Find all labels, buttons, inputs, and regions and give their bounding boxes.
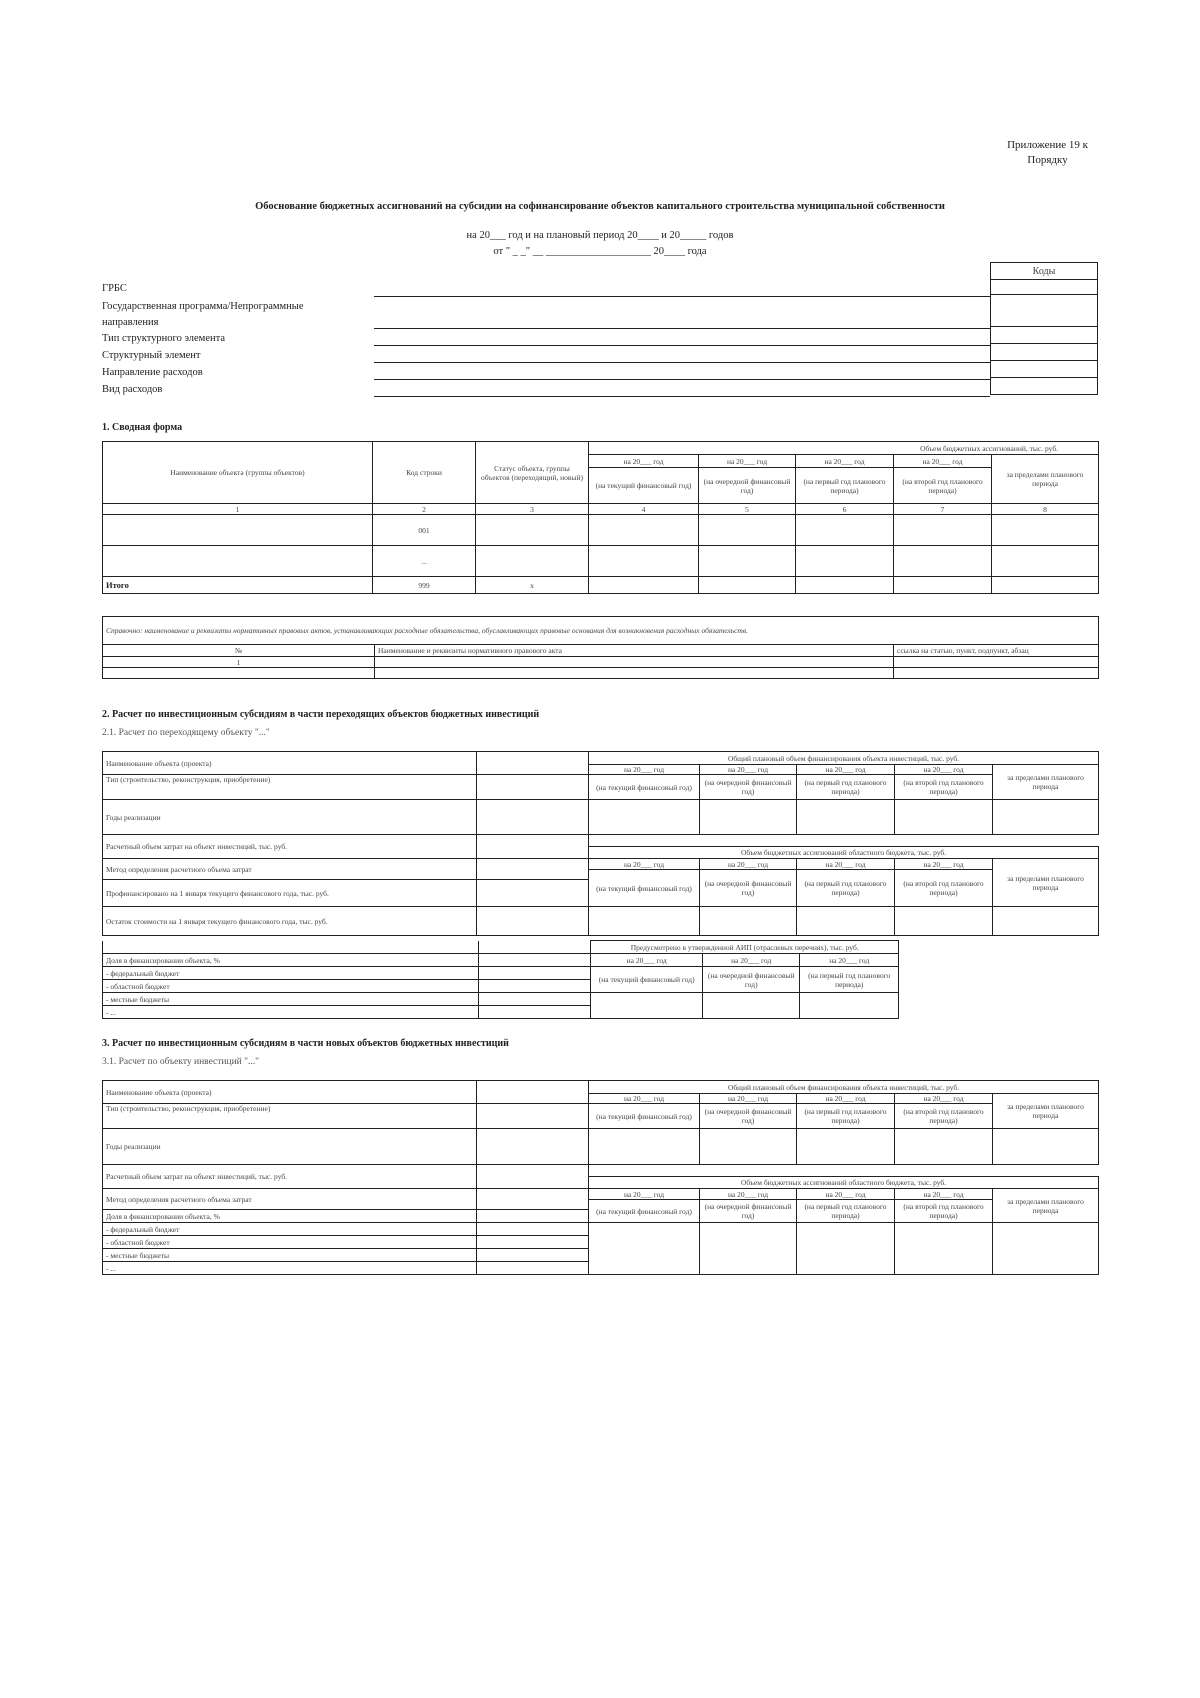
col-period-2: (на очередной финансовый год) xyxy=(699,468,796,504)
row-label: Годы реализации xyxy=(103,800,477,835)
col-year: на 20___ год xyxy=(589,765,700,775)
row-label: Расчетный объем затрат на объект инвестиций, тыс. руб. xyxy=(103,1165,477,1189)
cell[interactable] xyxy=(797,907,895,936)
cell[interactable] xyxy=(993,1129,1099,1165)
head-total-volume: Общий плановый объем финансирования объекта инвестиций, тыс. руб. xyxy=(589,752,1099,765)
row-label: Метод определения расчетного объема затрат xyxy=(103,859,477,880)
header-label-grbs: ГРБС xyxy=(102,283,127,294)
cell[interactable] xyxy=(993,1223,1099,1275)
reference-table xyxy=(102,616,1099,679)
row-label: - ... xyxy=(103,1262,477,1275)
row-value[interactable] xyxy=(478,967,591,980)
col-object-name: Наименование объекта (группы объектов) xyxy=(103,442,373,504)
code-cell[interactable] xyxy=(991,295,1098,327)
cell[interactable] xyxy=(895,1223,993,1275)
row-label: - ... xyxy=(103,1006,479,1019)
cell[interactable] xyxy=(992,577,1099,594)
cell[interactable] xyxy=(797,800,895,835)
row-label: - областной бюджет xyxy=(103,980,479,993)
cell[interactable] xyxy=(699,515,796,546)
cell[interactable] xyxy=(894,657,1099,668)
cell[interactable] xyxy=(895,907,993,936)
cell[interactable] xyxy=(103,515,373,546)
col-year-3: на 20___ год xyxy=(796,455,894,468)
col-year-1: на 20___ год xyxy=(589,455,699,468)
col-num: 7 xyxy=(894,504,992,515)
head-regional-volume: Объем бюджетных ассигнований областного бюджета, тыс. руб. xyxy=(589,847,1099,859)
cell[interactable] xyxy=(476,515,589,546)
cell[interactable] xyxy=(796,546,894,577)
row-value[interactable] xyxy=(477,1262,589,1275)
row-value[interactable] xyxy=(477,1189,589,1210)
row-value[interactable] xyxy=(477,1129,589,1165)
reference-note: Справочно: наименование и реквизиты нормативных правовых актов, устанавливающих расходные обязательства, обуславливающих правовые основания для возникновения расходных обязательств. xyxy=(103,617,1099,645)
row-value[interactable] xyxy=(477,1236,589,1249)
cell[interactable] xyxy=(103,546,373,577)
row-value[interactable] xyxy=(478,993,591,1006)
row-value[interactable] xyxy=(477,800,589,835)
header-label-expense-type: Вид расходов xyxy=(102,384,163,395)
cell[interactable] xyxy=(589,907,700,936)
ref-col-number: № xyxy=(103,645,375,657)
row-label: Наименование объекта (проекта) xyxy=(103,1081,477,1104)
col-num: 4 xyxy=(589,504,699,515)
section-1-title: 1. Сводная форма xyxy=(102,422,183,433)
row-label: Доля в финансировании объекта, % xyxy=(103,954,479,967)
row-value[interactable] xyxy=(478,954,591,967)
row-value[interactable] xyxy=(477,835,589,859)
field-line-program[interactable] xyxy=(374,328,990,329)
col-beyond: за пределами планового периода xyxy=(993,1189,1099,1223)
col-period-1: (на текущий финансовый год) xyxy=(589,468,699,504)
row-label: Расчетный объем затрат на объект инвестиций, тыс. руб. xyxy=(103,835,477,859)
cell[interactable] xyxy=(894,668,1099,679)
row-value[interactable] xyxy=(477,1223,589,1236)
appendix-line-1: Приложение 19 к xyxy=(1007,139,1088,151)
cell[interactable] xyxy=(589,546,699,577)
col-year: на 20___ год xyxy=(797,1189,895,1200)
col-beyond: за пределами планового периода xyxy=(993,859,1099,907)
cell[interactable] xyxy=(894,515,992,546)
row-value[interactable] xyxy=(478,1006,591,1019)
cell[interactable] xyxy=(375,668,894,679)
col-beyond: за пределами планового периода xyxy=(993,765,1099,800)
row-value[interactable] xyxy=(477,907,589,936)
cell[interactable] xyxy=(700,1129,797,1165)
col-year: на 20___ год xyxy=(702,954,799,967)
table-row xyxy=(103,546,1099,577)
cell[interactable] xyxy=(993,800,1099,835)
total-status: x xyxy=(476,577,589,594)
head-regional-volume: Объем бюджетных ассигнований областного бюджета, тыс. руб. xyxy=(589,1177,1099,1189)
appendix-note xyxy=(1007,138,1088,168)
col-num: 3 xyxy=(476,504,589,515)
appendix-line-2: Порядку xyxy=(1027,154,1068,166)
aip-table xyxy=(102,940,899,1019)
col-period: (на второй год планового периода) xyxy=(895,1200,993,1223)
col-period: (на текущий финансовый год) xyxy=(589,870,700,907)
row-value[interactable] xyxy=(477,1104,589,1129)
col-period: (на очередной финансовый год) xyxy=(700,1104,797,1129)
col-year: на 20___ год xyxy=(800,954,899,967)
cell[interactable] xyxy=(591,993,703,1019)
col-year-4: на 20___ год xyxy=(894,455,992,468)
cell[interactable] xyxy=(699,546,796,577)
cell[interactable] xyxy=(797,1129,895,1165)
col-period: (на второй год планового периода) xyxy=(895,1104,993,1129)
cell[interactable] xyxy=(589,577,699,594)
col-year: на 20___ год xyxy=(797,1094,895,1104)
ref-row-number: 1 xyxy=(103,657,375,668)
col-period: (на первый год планового периода) xyxy=(800,967,899,993)
cell[interactable] xyxy=(375,657,894,668)
cell[interactable] xyxy=(796,515,894,546)
code-cell[interactable] xyxy=(991,280,1098,295)
summary-table xyxy=(102,441,1099,594)
field-line-element-type[interactable] xyxy=(374,345,990,346)
col-year: на 20___ год xyxy=(797,765,895,775)
cell[interactable] xyxy=(589,1129,700,1165)
cell[interactable] xyxy=(894,577,992,594)
cell[interactable] xyxy=(894,546,992,577)
cell[interactable] xyxy=(700,907,797,936)
col-beyond: за пределами планового периода xyxy=(993,1094,1099,1129)
row-label: Метод определения расчетного объема затрат xyxy=(103,1189,477,1210)
code-cell[interactable] xyxy=(991,378,1098,395)
header-label-direction: Направление расходов xyxy=(102,367,203,378)
row-value[interactable] xyxy=(478,980,591,993)
col-year: на 20___ год xyxy=(589,1094,700,1104)
cell[interactable] xyxy=(589,515,699,546)
col-year: на 20___ год xyxy=(895,1189,993,1200)
cell[interactable] xyxy=(895,1129,993,1165)
col-period-4: (на второй год планового периода) xyxy=(894,468,992,504)
col-beyond: за пределами планового периода xyxy=(992,455,1099,504)
row-label: Профинансировано на 1 января текущего финансового года, тыс. руб. xyxy=(103,880,477,907)
total-label: Итого xyxy=(103,577,373,594)
cell[interactable] xyxy=(797,1223,895,1275)
cell[interactable] xyxy=(796,577,894,594)
row-label: Остаток стоимости на 1 января текущего финансового года, тыс. руб. xyxy=(103,907,477,936)
col-num: 2 xyxy=(373,504,476,515)
head-total-volume: Общий плановый объем финансирования объекта инвестиций, тыс. руб. xyxy=(589,1081,1099,1094)
header-label-program: Государственная программа/Непрограммные направления xyxy=(102,301,304,328)
col-period: (на очередной финансовый год) xyxy=(702,967,799,993)
row-value[interactable] xyxy=(477,775,589,800)
col-period: (на очередной финансовый год) xyxy=(700,1200,797,1223)
row-value[interactable] xyxy=(477,859,589,880)
codes-label: Коды xyxy=(991,263,1098,280)
row-label: - местные бюджеты xyxy=(103,993,479,1006)
row-value[interactable] xyxy=(477,1210,589,1223)
row-code: 001 xyxy=(373,515,476,546)
section-3-subtitle: 3.1. Расчет по объекту инвестиций "..." xyxy=(102,1057,260,1067)
row-value[interactable] xyxy=(477,880,589,907)
head-aip-volume: Предусмотрено в утвержденной АИП (отраслевых перечнях), тыс. руб. xyxy=(591,941,899,954)
col-volume-head: Объем бюджетных ассигнований, тыс. руб. xyxy=(589,442,1099,455)
col-period: (на текущий финансовый год) xyxy=(589,1104,700,1129)
col-year: на 20___ год xyxy=(895,765,993,775)
col-num: 1 xyxy=(103,504,373,515)
new-object-table xyxy=(102,1080,1099,1275)
header-label-element: Структурный элемент xyxy=(102,350,201,361)
row-code: ... xyxy=(373,546,476,577)
cell[interactable] xyxy=(589,1223,700,1275)
cell[interactable] xyxy=(702,993,799,1019)
cell[interactable] xyxy=(589,800,700,835)
col-period: (на очередной финансовый год) xyxy=(700,775,797,800)
col-year: на 20___ год xyxy=(591,954,703,967)
row-value[interactable] xyxy=(477,1081,589,1104)
col-period: (на первый год планового периода) xyxy=(797,870,895,907)
col-year-2: на 20___ год xyxy=(699,455,796,468)
row-value[interactable] xyxy=(477,752,589,775)
row-value[interactable] xyxy=(477,1249,589,1262)
cell[interactable] xyxy=(992,546,1099,577)
section-2-title: 2. Расчет по инвестиционным субсидиям в части переходящих объектов бюджетных инвестиций xyxy=(102,709,540,720)
col-period: (на очередной финансовый год) xyxy=(700,870,797,907)
field-line-grbs[interactable] xyxy=(374,296,990,297)
col-year: на 20___ год xyxy=(700,1189,797,1200)
col-period-3: (на первый год планового периода) xyxy=(796,468,894,504)
col-year: на 20___ год xyxy=(700,859,797,870)
col-period: (на первый год планового периода) xyxy=(797,1200,895,1223)
col-num: 6 xyxy=(796,504,894,515)
row-label: Тип (строительство, реконструкция, приобретение) xyxy=(103,775,477,800)
col-year: на 20___ год xyxy=(895,859,993,870)
code-cell[interactable] xyxy=(991,327,1098,344)
col-period: (на текущий финансовый год) xyxy=(589,775,700,800)
col-year: на 20___ год xyxy=(797,859,895,870)
transitional-object-table xyxy=(102,751,1099,936)
col-num: 8 xyxy=(992,504,1099,515)
col-period: (на текущий финансовый год) xyxy=(591,967,703,993)
row-label: - местные бюджеты xyxy=(103,1249,477,1262)
section-2-subtitle: 2.1. Расчет по переходящему объекту "..." xyxy=(102,728,270,738)
date-line: от " _ _" __ ____________________ 20____ года xyxy=(493,246,707,257)
section-3-title: 3. Расчет по инвестиционным субсидиям в части новых объектов бюджетных инвестиций xyxy=(102,1038,509,1049)
table-row xyxy=(103,515,1099,546)
cell[interactable] xyxy=(992,515,1099,546)
col-status: Статус объекта, группы объектов (переходящий, новый) xyxy=(476,442,589,504)
code-cell[interactable] xyxy=(991,361,1098,378)
col-year: на 20___ год xyxy=(589,859,700,870)
col-year: на 20___ год xyxy=(700,1094,797,1104)
total-code: 999 xyxy=(373,577,476,594)
col-year: на 20___ год xyxy=(895,1094,993,1104)
row-label: - федеральный бюджет xyxy=(103,1223,477,1236)
total-row xyxy=(103,577,1099,594)
row-label: - областной бюджет xyxy=(103,1236,477,1249)
row-label: Наименование объекта (проекта) xyxy=(103,752,477,775)
cell[interactable] xyxy=(699,577,796,594)
col-year: на 20___ год xyxy=(589,1189,700,1200)
col-period: (на первый год планового периода) xyxy=(797,1104,895,1129)
row-label: Тип (строительство, реконструкция, приобретение) xyxy=(103,1104,477,1129)
col-period: (на второй год планового периода) xyxy=(895,870,993,907)
cell[interactable] xyxy=(700,800,797,835)
field-line-expense-type[interactable] xyxy=(374,396,990,397)
col-period: (на текущий финансовый год) xyxy=(589,1200,700,1223)
header-label-element-type: Тип структурного элемента xyxy=(102,333,225,344)
cell[interactable] xyxy=(800,993,899,1019)
col-period: (на первый год планового периода) xyxy=(797,775,895,800)
period-line: на 20___ год и на плановый период 20____ и 20_____ годов xyxy=(466,230,734,241)
ref-col-link: ссылка на статью, пункт, подпункт, абзац xyxy=(894,645,1099,657)
col-row-code: Код строки xyxy=(373,442,476,504)
col-period: (на второй год планового периода) xyxy=(895,775,993,800)
codes-table xyxy=(990,262,1098,395)
field-line-direction[interactable] xyxy=(374,379,990,380)
field-line-element[interactable] xyxy=(374,362,990,363)
cell[interactable] xyxy=(103,668,375,679)
document-title: Обоснование бюджетных ассигнований на субсидии на софинансирование объектов капитального строительства муниципальной собственности xyxy=(255,201,945,212)
code-cell[interactable] xyxy=(991,344,1098,361)
cell[interactable] xyxy=(993,907,1099,936)
row-label: Доля в финансировании объекта, % xyxy=(103,1210,477,1223)
row-label: - федеральный бюджет xyxy=(103,967,479,980)
row-value[interactable] xyxy=(477,1165,589,1189)
cell[interactable] xyxy=(476,546,589,577)
ref-col-name: Наименование и реквизиты нормативного правового акта xyxy=(375,645,894,657)
row-label: Годы реализации xyxy=(103,1129,477,1165)
col-num: 5 xyxy=(699,504,796,515)
cell[interactable] xyxy=(895,800,993,835)
col-year: на 20___ год xyxy=(700,765,797,775)
cell[interactable] xyxy=(700,1223,797,1275)
